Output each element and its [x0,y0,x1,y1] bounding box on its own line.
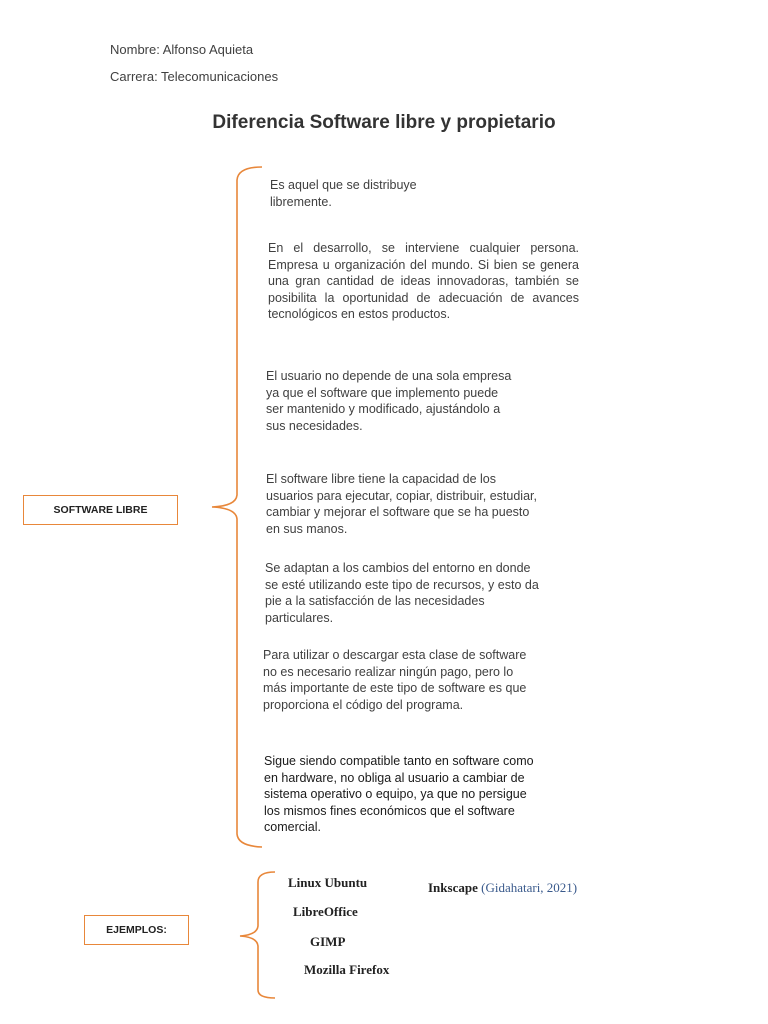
example-item: Mozilla Firefox [304,962,390,977]
ejemplos-label-box: EJEMPLOS: [84,915,189,945]
software-libre-label-box: SOFTWARE LIBRE [23,495,178,525]
point-3: El usuario no depende de una sola empresa ya que el software que implemento puede ser mantenido y modificado, ajustándolo a sus necesidades. [266,369,512,433]
point-7: Sigue siendo compatible tanto en software como en hardware, no obliga al usuario a cambiar de sistema operativo o equipo, ya que no persigue los mismos fines económicos que el software comercial. [264,754,534,835]
ejemplos-brace [240,872,275,998]
point-2: En el desarrollo, se interviene cualquier persona. Empresa u organización del mundo. Si bien se genera una gran cantidad de ideas innovadoras, también se posibilita la oportunidad de adecuación de avances tecnológicos en estos productos. [268,241,579,322]
example-item: GIMP [310,934,346,949]
example-inkscape-name: Inkscape [428,880,478,895]
point-4: El software libre tiene la capacidad de los usuarios para ejecutar, copiar, distribuir, estudiar, cambiar y mejorar el software que se ha puesto en sus manos. [266,472,537,536]
point-5: Se adaptan a los cambios del entorno en donde se esté utilizando este tipo de recursos, y esto da pie a la satisfacción de las necesidades particulares. [265,561,539,625]
student-career: Carrera: Telecomunicaciones [110,69,279,84]
software-libre-brace [212,167,262,847]
page-title: Diferencia Software libre y propietario [212,112,556,133]
point-1: Es aquel que se distribuye libremente. [270,178,417,209]
student-name: Nombre: Alfonso Aquieta [110,42,254,57]
example-item: LibreOffice [293,904,358,919]
citation: (Gidahatari, 2021) [481,880,578,895]
point-6: Para utilizar o descargar esta clase de software no es necesario realizar ningún pago, pero lo más importante de este tipo de software es que proporciona el código del programa. [263,648,527,712]
example-inkscape [428,880,577,896]
example-item: Linux Ubuntu [288,875,368,890]
